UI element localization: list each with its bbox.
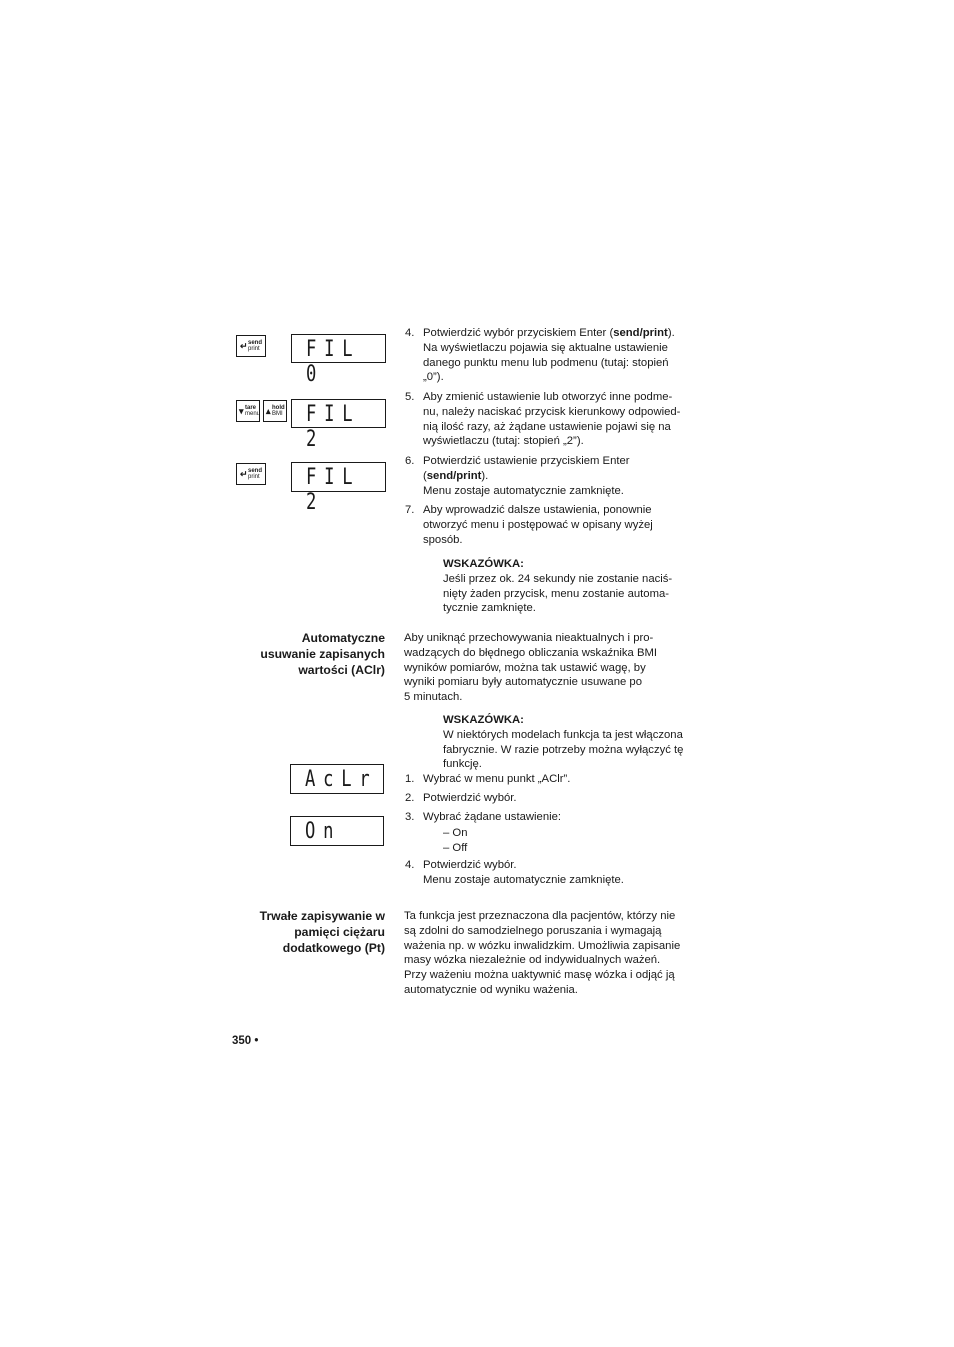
step-number: 4. xyxy=(405,327,415,339)
step-bold: send/print xyxy=(613,327,668,339)
step-text: nu, należy naciskać przycisk kierunkowy odpowied- xyxy=(423,405,681,418)
body-line: ważenia np. w wózku inwalidzkim. Umożliwia zapisanie xyxy=(404,939,681,952)
step-7-text xyxy=(423,503,695,547)
display-text: FIL 2 xyxy=(306,465,361,515)
step-text: „0”). xyxy=(423,371,444,384)
step-6-text xyxy=(423,454,695,498)
option-on: – On xyxy=(443,827,468,839)
step-text: Menu zostaje automatycznie zamknięte. xyxy=(423,873,624,886)
section-body-pt xyxy=(404,909,699,998)
display-text: AcLr xyxy=(305,767,378,792)
key-label-print: print xyxy=(248,346,260,352)
note-hint xyxy=(443,557,703,616)
heading-line: Automatyczne xyxy=(301,631,385,645)
step-text: Potwierdzić wybór. xyxy=(423,859,517,871)
step-text: Aby wprowadzić dalsze ustawienia, ponownie xyxy=(423,504,652,516)
step-text: danego punktu menu lub podmenu (tutaj: stopień xyxy=(423,356,669,369)
step-text: Na wyświetlaczu pojawia się aktualne ustawienie xyxy=(423,341,668,354)
step-text: Potwierdzić ustawienie przyciskiem Enter xyxy=(423,455,630,467)
step-text: nią ilość razy, aż żądane ustawienie pojawi się na xyxy=(423,420,671,433)
display-text: FIL 2 xyxy=(306,402,361,452)
step-text: Menu zostaje automatycznie zamknięte. xyxy=(423,484,624,497)
step-text: ). xyxy=(481,469,489,482)
step-number: 2. xyxy=(405,792,415,804)
note-text: W niektórych modelach funkcja ta jest włączona xyxy=(443,728,683,741)
key-label-bmi: BMI xyxy=(272,411,283,417)
heading-line: Trwałe zapisywanie w xyxy=(259,909,385,923)
step-text: Potwierdzić wybór przyciskiem Enter ( xyxy=(423,327,614,339)
enter-send-print-key-2[interactable] xyxy=(236,463,266,485)
note-text: Jeśli przez ok. 24 sekundy nie zostanie naciś- xyxy=(443,572,673,585)
arrow-down-icon: ▾ xyxy=(239,406,244,416)
step-text: otworzyć menu i postępować w opisany wyżej xyxy=(423,518,653,531)
aclr-step-1: Wybrać w menu punkt „AClr”. xyxy=(423,773,571,785)
note-text: nięty żaden przycisk, menu zostanie automa- xyxy=(443,587,670,600)
step-number: 5. xyxy=(405,391,415,403)
display-text: FIL 0 xyxy=(306,337,361,387)
heading-line: dodatkowego (Pt) xyxy=(282,941,385,956)
body-line: wyników pomiarów, można tak ustawić wagę, by xyxy=(404,661,646,674)
section-body-aclr xyxy=(404,631,694,705)
key-label-send: send xyxy=(248,468,263,474)
key-label-tare: tare xyxy=(245,405,257,411)
page-number: 350 • xyxy=(232,1035,259,1047)
step-text: ). xyxy=(667,327,675,339)
heading-line: pamięci ciężaru xyxy=(294,925,385,940)
display-fil-2-a xyxy=(291,399,386,452)
step-number: 1. xyxy=(405,773,415,785)
enter-icon: ↵ xyxy=(240,341,248,351)
note-hint-2 xyxy=(443,713,703,772)
key-label-menu: menu xyxy=(245,411,261,417)
aclr-step-3: Wybrać żądane ustawienie: xyxy=(423,811,562,823)
note-text: tycznie zamknięte. xyxy=(443,602,536,615)
note-text: funkcję. xyxy=(443,758,482,771)
note-label: WSKAZÓWKA: xyxy=(443,714,524,726)
body-line: wyniki pomiaru były automatycznie usuwane po xyxy=(404,676,642,689)
body-line: Przy ważeniu można uaktywnić masę wózka i odjąć ją xyxy=(404,969,675,982)
body-line: 5 minutach. xyxy=(404,691,463,704)
step-text: wyświetlaczu (tutaj: stopień „2”). xyxy=(423,435,584,448)
enter-send-print-key[interactable] xyxy=(236,335,266,357)
display-aclr xyxy=(290,764,384,794)
step-text: ( xyxy=(423,469,427,482)
step-number: 6. xyxy=(405,455,415,467)
step-4-text xyxy=(423,326,695,385)
step-text: Aby zmienić ustawienie lub otworzyć inne podme- xyxy=(423,391,673,403)
heading-line: usuwanie zapisanych xyxy=(260,647,385,662)
heading-line: wartości (AClr) xyxy=(298,663,385,678)
display-on xyxy=(290,816,384,846)
note-text: fabrycznie. W razie potrzeby można wyłączyć tę xyxy=(443,743,684,756)
down-tare-menu-key[interactable] xyxy=(236,400,260,422)
step-number: 7. xyxy=(405,504,415,516)
body-line: wadzących do błędnego obliczania wskaźnika BMI xyxy=(404,646,658,659)
display-fil-0 xyxy=(291,334,386,387)
display-fil-2-b xyxy=(291,462,386,515)
step-text: sposób. xyxy=(423,533,463,546)
body-line: Ta funkcja jest przeznaczona dla pacjentów, którzy nie xyxy=(404,910,676,922)
note-label: WSKAZÓWKA: xyxy=(443,558,524,570)
aclr-step-4 xyxy=(423,858,695,888)
key-label-print: print xyxy=(248,474,260,480)
body-line: Aby uniknąć przechowywania nieaktualnych i pro- xyxy=(404,632,654,644)
step-number: 4. xyxy=(405,859,415,871)
step-5-text xyxy=(423,390,695,449)
step-bold: send/print xyxy=(426,469,482,482)
arrow-up-icon: ▴ xyxy=(266,406,271,416)
body-line: automatycznie od wyniku ważenia. xyxy=(404,983,578,996)
section-heading-pt xyxy=(205,908,385,957)
key-label-hold: hold xyxy=(272,405,285,411)
body-line: masy wózka niezależnie od indywidualnych ważeń. xyxy=(404,954,661,967)
display-text: On xyxy=(305,819,342,844)
enter-icon: ↵ xyxy=(240,469,248,479)
aclr-step-2: Potwierdzić wybór. xyxy=(423,792,517,804)
option-off: – Off xyxy=(443,842,468,854)
up-hold-bmi-key[interactable] xyxy=(263,400,287,422)
step-number: 3. xyxy=(405,811,415,823)
section-heading-aclr xyxy=(205,630,385,679)
body-line: są zdolni do samodzielnego poruszania i wymagają xyxy=(404,924,662,937)
key-label-send: send xyxy=(248,340,263,346)
